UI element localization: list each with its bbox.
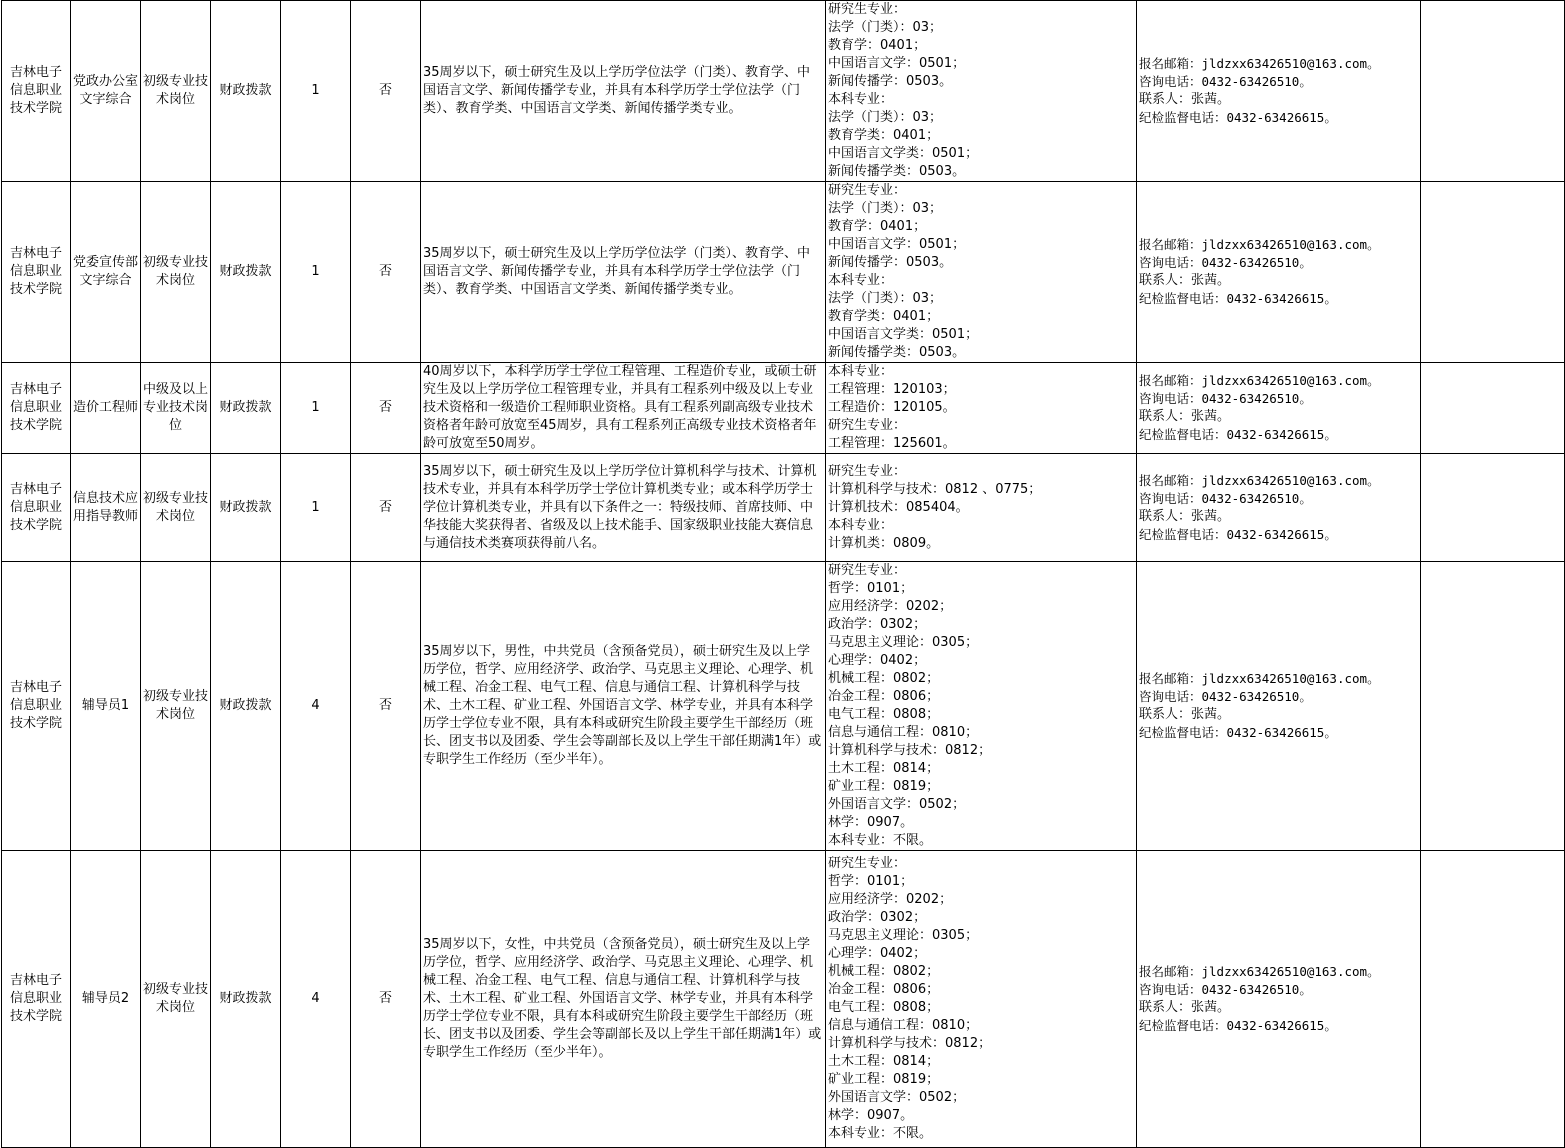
position-cell: 造价工程师 bbox=[71, 363, 141, 454]
major-line: 土木工程：0814； bbox=[828, 761, 940, 776]
flag-cell: 否 bbox=[351, 1, 421, 182]
major-line: 信息与通信工程：0810； bbox=[828, 725, 979, 740]
major-line: 哲学：0101； bbox=[828, 874, 914, 889]
note-cell bbox=[1421, 182, 1565, 363]
funding-cell: 财政拨款 bbox=[211, 1, 281, 182]
count-cell: 1 bbox=[281, 454, 351, 562]
contact-supervision-phone: 纪检监督电话：0432-63426615。 bbox=[1139, 427, 1337, 442]
position-cell: 辅导员2 bbox=[71, 851, 141, 1148]
major-line: 机械工程：0802； bbox=[828, 964, 940, 979]
unit-cell: 吉林电子信息职业技术学院 bbox=[2, 562, 71, 851]
contact-phone: 咨询电话：0432-63426510。 bbox=[1139, 982, 1312, 997]
contact-cell bbox=[1137, 363, 1421, 454]
major-line: 工程管理：125601。 bbox=[828, 436, 956, 451]
post-type-cell: 初级专业技术岗位 bbox=[141, 851, 211, 1148]
unit-cell: 吉林电子信息职业技术学院 bbox=[2, 1, 71, 182]
major-line: 法学（门类）：03； bbox=[828, 201, 943, 216]
major-line: 中国语言文学类：0501； bbox=[828, 327, 979, 342]
count-cell: 4 bbox=[281, 562, 351, 851]
major-line: 中国语言文学：0501； bbox=[828, 56, 966, 71]
post-type-cell: 初级专业技术岗位 bbox=[141, 562, 211, 851]
major-line: 中国语言文学：0501； bbox=[828, 237, 966, 252]
major-line: 法学（门类）：03； bbox=[828, 20, 943, 35]
contact-phone: 咨询电话：0432-63426510。 bbox=[1139, 689, 1312, 704]
major-line: 外国语言文学：0502； bbox=[828, 1090, 966, 1105]
major-line: 哲学：0101； bbox=[828, 581, 914, 596]
major-line: 研究生专业： bbox=[828, 856, 907, 871]
major-line: 教育学：0401； bbox=[828, 38, 927, 53]
position-cell: 信息技术应用指导教师 bbox=[71, 454, 141, 562]
note-cell bbox=[1421, 1, 1565, 182]
major-line: 政治学：0302； bbox=[828, 617, 927, 632]
contact-cell bbox=[1137, 1, 1421, 182]
major-line: 本科专业：不限。 bbox=[828, 833, 933, 848]
table-body bbox=[2, 1, 1565, 1148]
major-line: 计算机类：0809。 bbox=[828, 535, 940, 551]
major-line: 马克思主义理论：0305； bbox=[828, 928, 979, 943]
funding-cell: 财政拨款 bbox=[211, 851, 281, 1148]
count-cell: 1 bbox=[281, 363, 351, 454]
major-line: 计算机科学与技术：0812 、0775； bbox=[828, 481, 1042, 497]
count-cell: 1 bbox=[281, 182, 351, 363]
recruitment-table bbox=[1, 0, 1565, 1148]
major-line: 冶金工程：0806； bbox=[828, 689, 940, 704]
majors-cell bbox=[826, 363, 1137, 454]
flag-cell: 否 bbox=[351, 562, 421, 851]
count-cell: 1 bbox=[281, 1, 351, 182]
major-line: 矿业工程：0819； bbox=[828, 779, 940, 794]
major-line: 教育学：0401； bbox=[828, 219, 927, 234]
major-line: 心理学：0402； bbox=[828, 946, 927, 961]
table-row bbox=[2, 182, 1565, 363]
majors-cell bbox=[826, 562, 1137, 851]
post-type-cell: 初级专业技术岗位 bbox=[141, 182, 211, 363]
major-line: 新闻传播学类：0503。 bbox=[828, 345, 966, 360]
contact-supervision-phone: 纪检监督电话：0432-63426615。 bbox=[1139, 526, 1337, 542]
major-line: 新闻传播学：0503。 bbox=[828, 255, 953, 270]
contact-supervision-phone: 纪检监督电话：0432-63426615。 bbox=[1139, 291, 1337, 306]
contact-phone: 咨询电话：0432-63426510。 bbox=[1139, 490, 1312, 506]
major-line: 应用经济学：0202； bbox=[828, 599, 953, 614]
contact-person: 联系人：张茜。 bbox=[1139, 409, 1231, 424]
major-line: 林学：0907。 bbox=[828, 1108, 914, 1123]
flag-cell: 否 bbox=[351, 454, 421, 562]
major-line: 电气工程：0808； bbox=[828, 707, 940, 722]
contact-email: 报名邮箱：jldzxx63426510@163.com。 bbox=[1139, 373, 1380, 388]
unit-cell: 吉林电子信息职业技术学院 bbox=[2, 454, 71, 562]
requirements-cell: 35周岁以下，女性，中共党员（含预备党员），硕士研究生及以上学历学位，哲学、应用经济学、政治学、马克思主义理论、心理学、机械工程、冶金工程、电气工程、信息与通信工程、计算机科学与技术、土木工程、矿业工程、外国语言文学、林学专业，并具有本科学历学士学位专业不限，具有本科或研究生阶段主要学生干部经历（班长、团支书以及团委、学生会等副部长及以上学生干部任期满1年）或专职学生工作经历（至少半年）。 bbox=[421, 851, 826, 1148]
major-line: 马克思主义理论：0305； bbox=[828, 635, 979, 650]
major-line: 计算机科学与技术：0812； bbox=[828, 1036, 992, 1051]
requirements-cell: 40周岁以下，本科学历学士学位工程管理、工程造价专业，或硕士研究生及以上学历学位工程管理专业，并具有工程系列中级及以上专业技术资格和一级造价工程师职业资格。具有工程系列副高级专业技术资格者年龄可放宽至45周岁，具有工程系列正高级专业技术资格者年龄可放宽至50周岁。 bbox=[421, 363, 826, 454]
unit-cell: 吉林电子信息职业技术学院 bbox=[2, 851, 71, 1148]
contact-person: 联系人：张茜。 bbox=[1139, 508, 1231, 524]
flag-cell: 否 bbox=[351, 851, 421, 1148]
major-line: 研究生专业： bbox=[828, 563, 907, 578]
position-cell: 辅导员1 bbox=[71, 562, 141, 851]
contact-supervision-phone: 纪检监督电话：0432-63426615。 bbox=[1139, 1018, 1337, 1033]
position-cell: 党委宣传部文字综合 bbox=[71, 182, 141, 363]
major-line: 中国语言文学类：0501； bbox=[828, 146, 979, 161]
table-row bbox=[2, 851, 1565, 1148]
contact-supervision-phone: 纪检监督电话：0432-63426615。 bbox=[1139, 110, 1337, 125]
table-row bbox=[2, 1, 1565, 182]
major-line: 新闻传播学：0503。 bbox=[828, 74, 953, 89]
note-cell bbox=[1421, 851, 1565, 1148]
major-line: 机械工程：0802； bbox=[828, 671, 940, 686]
funding-cell: 财政拨款 bbox=[211, 562, 281, 851]
note-cell bbox=[1421, 454, 1565, 562]
contact-phone: 咨询电话：0432-63426510。 bbox=[1139, 255, 1312, 270]
major-line: 教育学类：0401； bbox=[828, 309, 940, 324]
contact-phone: 咨询电话：0432-63426510。 bbox=[1139, 74, 1312, 89]
contact-phone: 咨询电话：0432-63426510。 bbox=[1139, 391, 1312, 406]
contact-email: 报名邮箱：jldzxx63426510@163.com。 bbox=[1139, 237, 1380, 252]
major-line: 研究生专业： bbox=[828, 463, 907, 479]
unit-cell: 吉林电子信息职业技术学院 bbox=[2, 182, 71, 363]
unit-cell: 吉林电子信息职业技术学院 bbox=[2, 363, 71, 454]
major-line: 法学（门类）：03； bbox=[828, 110, 943, 125]
contact-person: 联系人：张茜。 bbox=[1139, 707, 1231, 722]
major-line: 研究生专业： bbox=[828, 418, 907, 433]
major-line: 电气工程：0808； bbox=[828, 1000, 940, 1015]
major-line: 心理学：0402； bbox=[828, 653, 927, 668]
major-line: 计算机技术：085404。 bbox=[828, 499, 969, 515]
major-line: 矿业工程：0819； bbox=[828, 1072, 940, 1087]
funding-cell: 财政拨款 bbox=[211, 182, 281, 363]
requirements-cell: 35周岁以下，硕士研究生及以上学历学位计算机科学与技术、计算机技术专业，并具有本科学历学士学位计算机类专业；或本科学历学士学位计算机类专业，并具有以下条件之一：特级技师、首席技师、中华技能大奖获得者、省级及以上技术能手、国家级职业技能大赛信息与通信技术类赛项获得前八名。 bbox=[421, 454, 826, 562]
note-cell bbox=[1421, 363, 1565, 454]
contact-cell bbox=[1137, 562, 1421, 851]
note-cell bbox=[1421, 562, 1565, 851]
major-line: 林学：0907。 bbox=[828, 815, 914, 830]
requirements-cell: 35周岁以下，硕士研究生及以上学历学位法学（门类）、教育学、中国语言文学、新闻传播学专业，并具有本科学历学士学位法学（门类）、教育学类、中国语言文学类、新闻传播学类专业。 bbox=[421, 182, 826, 363]
contact-email: 报名邮箱：jldzxx63426510@163.com。 bbox=[1139, 671, 1380, 686]
major-line: 工程造价：120105。 bbox=[828, 400, 956, 415]
contact-person: 联系人：张茜。 bbox=[1139, 1000, 1231, 1015]
major-line: 教育学类：0401； bbox=[828, 128, 940, 143]
major-line: 法学（门类）：03； bbox=[828, 291, 943, 306]
major-line: 信息与通信工程：0810； bbox=[828, 1018, 979, 1033]
flag-cell: 否 bbox=[351, 182, 421, 363]
table-row bbox=[2, 363, 1565, 454]
major-line: 政治学：0302； bbox=[828, 910, 927, 925]
contact-supervision-phone: 纪检监督电话：0432-63426615。 bbox=[1139, 725, 1337, 740]
contact-cell bbox=[1137, 851, 1421, 1148]
major-line: 本科专业： bbox=[828, 517, 894, 533]
table-row bbox=[2, 454, 1565, 562]
table-row bbox=[2, 562, 1565, 851]
major-line: 新闻传播学类：0503。 bbox=[828, 164, 966, 179]
major-line: 计算机科学与技术：0812； bbox=[828, 743, 992, 758]
major-line: 研究生专业： bbox=[828, 2, 907, 17]
contact-person: 联系人：张茜。 bbox=[1139, 273, 1231, 288]
major-line: 外国语言文学：0502； bbox=[828, 797, 966, 812]
major-line: 研究生专业： bbox=[828, 183, 907, 198]
majors-cell bbox=[826, 182, 1137, 363]
requirements-cell: 35周岁以下，男性，中共党员（含预备党员），硕士研究生及以上学历学位，哲学、应用经济学、政治学、马克思主义理论、心理学、机械工程、冶金工程、电气工程、信息与通信工程、计算机科学与技术、土木工程、矿业工程、外国语言文学、林学专业，并具有本科学历学士学位专业不限，具有本科或研究生阶段主要学生干部经历（班长、团支书以及团委、学生会等副部长及以上学生干部任期满1年）或专职学生工作经历（至少半年）。 bbox=[421, 562, 826, 851]
major-line: 本科专业： bbox=[828, 273, 894, 288]
majors-cell bbox=[826, 851, 1137, 1148]
contact-cell bbox=[1137, 454, 1421, 562]
funding-cell: 财政拨款 bbox=[211, 363, 281, 454]
contact-email: 报名邮箱：jldzxx63426510@163.com。 bbox=[1139, 964, 1380, 979]
position-cell: 党政办公室文字综合 bbox=[71, 1, 141, 182]
contact-cell bbox=[1137, 182, 1421, 363]
majors-cell bbox=[826, 454, 1137, 562]
major-line: 冶金工程：0806； bbox=[828, 982, 940, 997]
contact-person: 联系人：张茜。 bbox=[1139, 92, 1231, 107]
requirements-cell: 35周岁以下，硕士研究生及以上学历学位法学（门类）、教育学、中国语言文学、新闻传播学专业，并具有本科学历学士学位法学（门类）、教育学类、中国语言文学类、新闻传播学类专业。 bbox=[421, 1, 826, 182]
post-type-cell: 初级专业技术岗位 bbox=[141, 454, 211, 562]
post-type-cell: 初级专业技术岗位 bbox=[141, 1, 211, 182]
majors-cell bbox=[826, 1, 1137, 182]
count-cell: 4 bbox=[281, 851, 351, 1148]
flag-cell: 否 bbox=[351, 363, 421, 454]
major-line: 工程管理：120103； bbox=[828, 382, 956, 397]
major-line: 土木工程：0814； bbox=[828, 1054, 940, 1069]
funding-cell: 财政拨款 bbox=[211, 454, 281, 562]
major-line: 本科专业： bbox=[828, 364, 894, 379]
contact-email: 报名邮箱：jldzxx63426510@163.com。 bbox=[1139, 56, 1380, 71]
contact-email: 报名邮箱：jldzxx63426510@163.com。 bbox=[1139, 472, 1380, 488]
post-type-cell: 中级及以上专业技术岗位 bbox=[141, 363, 211, 454]
major-line: 本科专业：不限。 bbox=[828, 1126, 933, 1141]
major-line: 应用经济学：0202； bbox=[828, 892, 953, 907]
major-line: 本科专业： bbox=[828, 92, 894, 107]
